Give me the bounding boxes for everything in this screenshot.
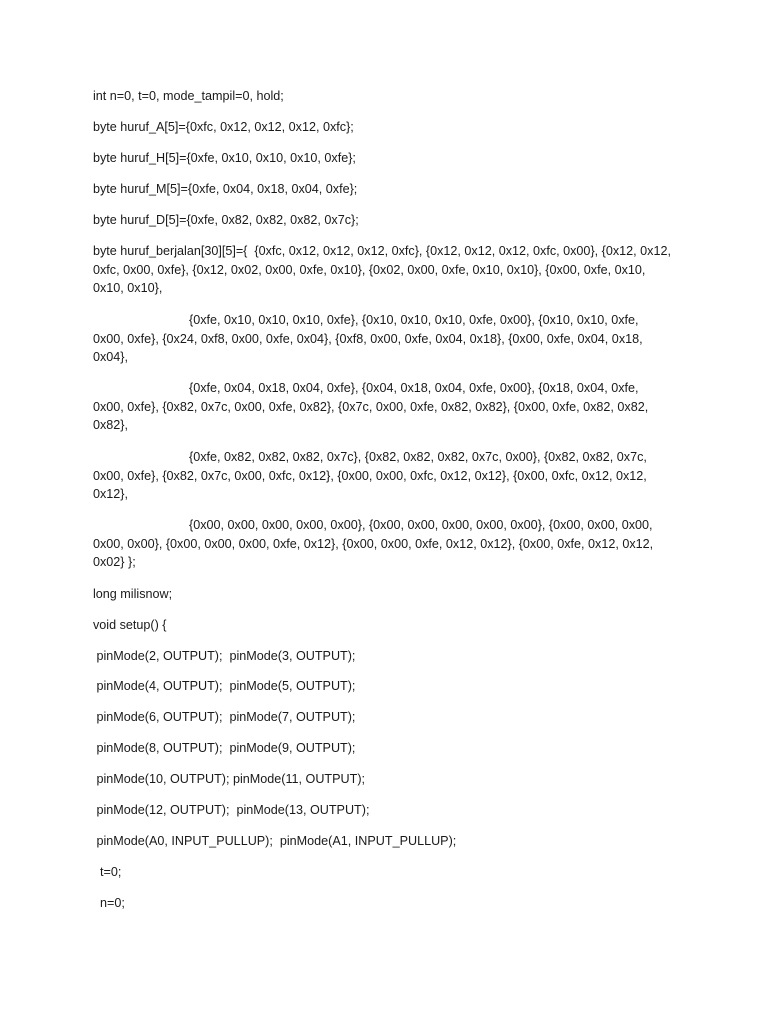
code-line-pinmode-6-7: pinMode(6, OUTPUT); pinMode(7, OUTPUT); [93, 710, 356, 724]
code-line-t-reset: t=0; [93, 865, 122, 879]
code-line-huruf-a: byte huruf_A[5]={0xfc, 0x12, 0x12, 0x12, 0xfc}; [93, 120, 354, 134]
code-line-huruf-h: byte huruf_H[5]={0xfe, 0x10, 0x10, 0x10, 0xfe}; [93, 151, 356, 165]
code-line-pinmode-4-5: pinMode(4, OUTPUT); pinMode(5, OUTPUT); [93, 679, 356, 693]
code-line-variables: int n=0, t=0, mode_tampil=0, hold; [93, 89, 284, 103]
code-line-pinmode-2-3: pinMode(2, OUTPUT); pinMode(3, OUTPUT); [93, 649, 356, 663]
code-line-pinmode-12-13: pinMode(12, OUTPUT); pinMode(13, OUTPUT); [93, 803, 370, 817]
code-line-pinmode-8-9: pinMode(8, OUTPUT); pinMode(9, OUTPUT); [93, 741, 356, 755]
code-block-huruf-berjalan-1: byte huruf_berjalan[30][5]={ {0xfc, 0x12, 0x12, 0x12, 0xfc}, {0x12, 0x12, 0x12, 0xfc, 0x00}, {0x12, 0x12, 0xfc, 0x00, 0xfe}, {0x12, 0x02, 0x00, 0xfe, 0x10}, {0x02, 0x00, 0xfe, 0x10, 0x10}, {0x00, 0xfe, 0x10, 0x10, 0x10}, [93, 244, 675, 295]
code-block-huruf-berjalan-3 [93, 379, 671, 435]
code-block-huruf-berjalan-3-text: {0xfe, 0x04, 0x18, 0x04, 0xfe}, {0x04, 0x18, 0x04, 0xfe, 0x00}, {0x18, 0x04, 0xfe, 0x00, 0xfe}, {0x82, 0x7c, 0x00, 0xfe, 0x82}, {0x7c, 0x00, 0xfe, 0x82, 0x82}, {0x00, 0xfe, 0x82, 0x82, 0x82}, [93, 381, 652, 432]
code-line-milisnow: long milisnow; [93, 587, 173, 601]
code-line-void-setup: void setup() { [93, 618, 167, 632]
code-line-pinmode-a0-a1: pinMode(A0, INPUT_PULLUP); pinMode(A1, INPUT_PULLUP); [93, 834, 457, 848]
code-block-huruf-berjalan-4-text: {0xfe, 0x82, 0x82, 0x82, 0x7c}, {0x82, 0x82, 0x82, 0x7c, 0x00}, {0x82, 0x82, 0x7c, 0x00, 0xfe}, {0x82, 0x7c, 0x00, 0xfc, 0x12}, {0x00, 0x00, 0xfc, 0x12, 0x12}, {0x00, 0xfc, 0x12, 0x12, 0x12}, [93, 450, 651, 501]
code-block-huruf-berjalan-5-text: {0x00, 0x00, 0x00, 0x00, 0x00}, {0x00, 0x00, 0x00, 0x00, 0x00}, {0x00, 0x00, 0x00, 0x00, 0x00}, {0x00, 0x00, 0x00, 0xfe, 0x12}, {0x00, 0x00, 0xfe, 0x12, 0x12}, {0x00, 0xfe, 0x12, 0x12, 0x02} }; [93, 518, 657, 569]
code-line-n-reset: n=0; [93, 896, 125, 910]
code-line-pinmode-10-11: pinMode(10, OUTPUT); pinMode(11, OUTPUT); [93, 772, 366, 786]
code-line-huruf-d: byte huruf_D[5]={0xfe, 0x82, 0x82, 0x82, 0x7c}; [93, 213, 359, 227]
code-line-huruf-m: byte huruf_M[5]={0xfe, 0x04, 0x18, 0x04, 0xfe}; [93, 182, 358, 196]
code-block-huruf-berjalan-4 [93, 448, 671, 504]
code-block-huruf-berjalan-5 [93, 516, 671, 572]
code-block-huruf-berjalan-2 [93, 311, 671, 367]
code-block-huruf-berjalan-2-text: {0xfe, 0x10, 0x10, 0x10, 0xfe}, {0x10, 0x10, 0x10, 0xfe, 0x00}, {0x10, 0x10, 0xfe, 0x00, 0xfe}, {0x24, 0xf8, 0x00, 0xfe, 0x04}, {0xf8, 0x00, 0xfe, 0x04, 0x18}, {0x00, 0xfe, 0x04, 0x18, 0x04}, [93, 313, 647, 364]
